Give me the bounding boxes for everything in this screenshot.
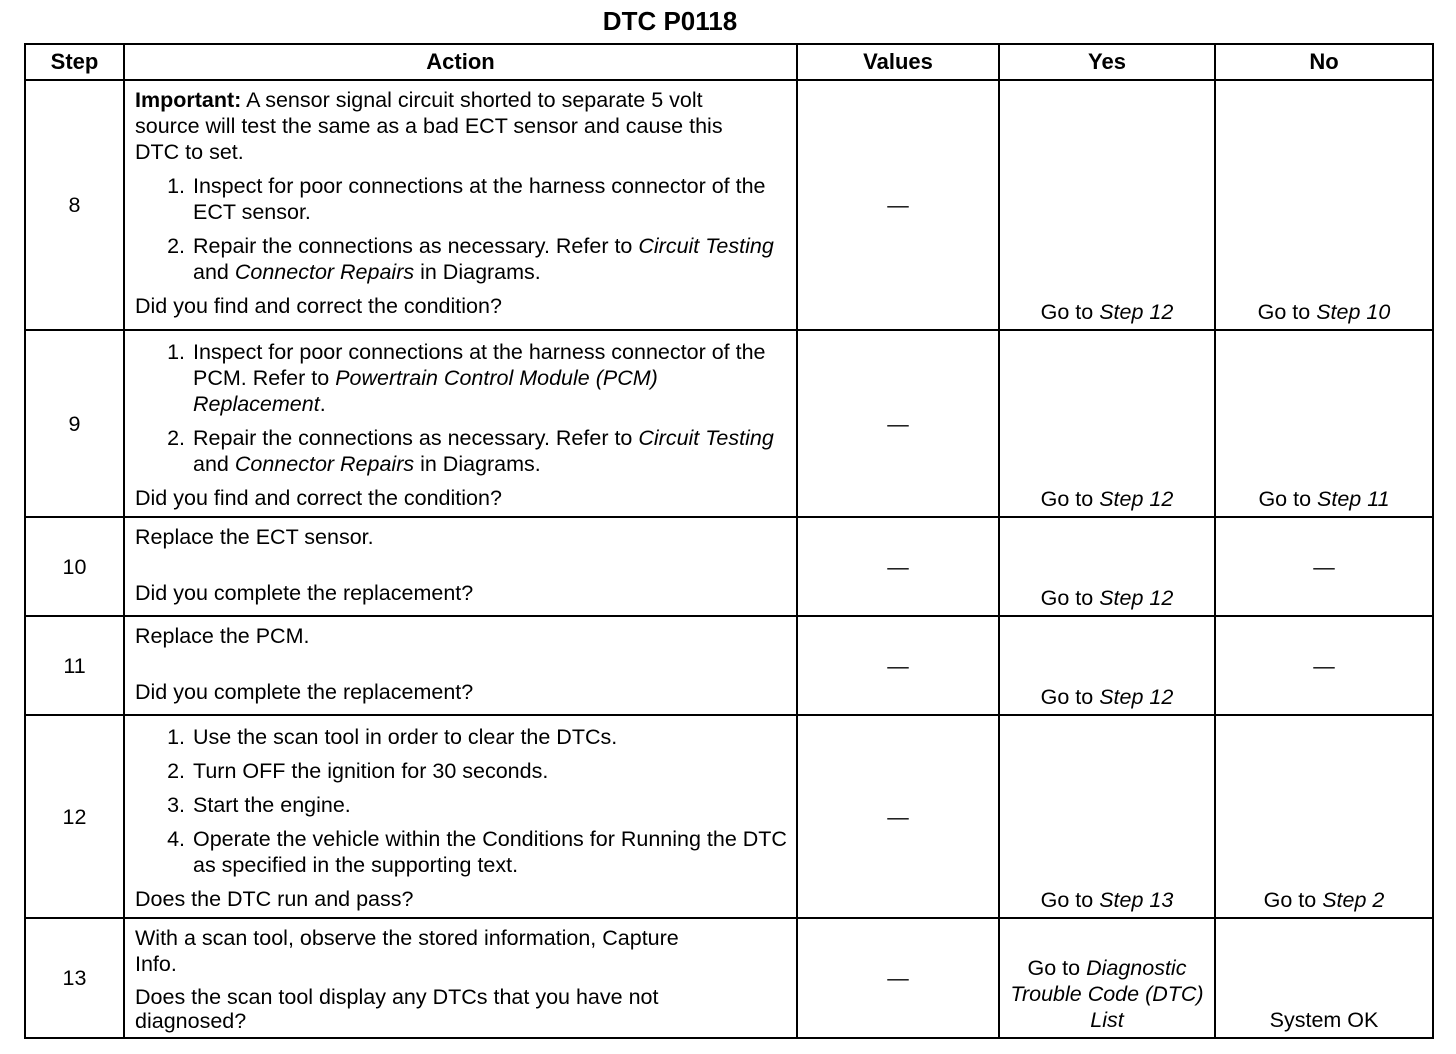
step-link: Step 12: [1099, 300, 1174, 324]
action-text: Replace the ECT sensor.: [135, 525, 374, 549]
header-yes: Yes: [999, 44, 1215, 80]
list-item: 2. Repair the connections as necessary. Refer to Circuit Testing and Connector Repairs in Diagrams.: [191, 233, 788, 285]
action-cell: [124, 616, 797, 715]
header-values: Values: [797, 44, 999, 80]
action-cell: [124, 715, 797, 918]
step-number: 8: [25, 80, 124, 330]
yes-cell: Go to Diagnostic Trouble Code (DTC) List: [999, 918, 1215, 1038]
step-link: Step 12: [1099, 586, 1174, 610]
header-no: No: [1215, 44, 1433, 80]
yes-cell: Go to Step 13: [999, 715, 1215, 918]
header-step: Step: [25, 44, 124, 80]
action-text: Replace the PCM.: [135, 624, 310, 648]
yes-cell: Go to Step 12: [999, 616, 1215, 715]
step-link: Step 2: [1322, 888, 1385, 912]
action-cell: [124, 517, 797, 616]
step-link: Step 10: [1316, 300, 1391, 324]
list-item: 1. Inspect for poor connections at the harness connector of the PCM. Refer to Powertrain Control Module (PCM) Replacement.: [191, 339, 788, 417]
no-cell: Go to Step 11: [1215, 330, 1433, 517]
step-link: Step 12: [1099, 685, 1174, 709]
question: Did you find and correct the condition?: [135, 486, 502, 510]
dtc-table: [24, 43, 1434, 1039]
list-item: 1. Inspect for poor connections at the harness connector of the ECT sensor.: [191, 173, 788, 225]
values-cell: —: [797, 517, 999, 616]
table-row-step-9: [25, 330, 1433, 517]
table-row-step-12: [25, 715, 1433, 918]
table-row-step-8: [25, 80, 1433, 330]
list-item: 2. Turn OFF the ignition for 30 seconds.: [191, 758, 788, 784]
step-link: Step 13: [1099, 888, 1174, 912]
question: Does the DTC run and pass?: [135, 887, 414, 911]
table-row-step-11: [25, 616, 1433, 715]
table-row-step-13: [25, 918, 1433, 1038]
no-cell: Go to Step 10: [1215, 80, 1433, 330]
yes-cell: Go to Step 12: [999, 330, 1215, 517]
step-number: 10: [25, 517, 124, 616]
values-cell: —: [797, 616, 999, 715]
step-number: 12: [25, 715, 124, 918]
step-link: Diagnostic Trouble Code (DTC) List: [1010, 956, 1204, 1032]
question: Did you complete the replacement?: [135, 680, 474, 704]
question: Does the scan tool display any DTCs that you have not diagnosed?: [135, 985, 659, 1033]
yes-cell: Go to Step 12: [999, 517, 1215, 616]
list-item: 4. Operate the vehicle within the Conditions for Running the DTC as specified in the supporting text.: [191, 826, 788, 878]
no-cell: —: [1215, 517, 1433, 616]
page-title: DTC P0118: [602, 6, 738, 36]
values-cell: —: [797, 918, 999, 1038]
values-cell: —: [797, 330, 999, 517]
no-cell: System OK: [1215, 918, 1433, 1038]
values-cell: —: [797, 80, 999, 330]
table-row-step-10: [25, 517, 1433, 616]
values-cell: —: [797, 715, 999, 918]
step-link: Step 11: [1317, 487, 1390, 511]
step-link: Step 12: [1099, 487, 1174, 511]
list-item: 1. Use the scan tool in order to clear the DTCs.: [191, 724, 788, 750]
important-text: A sensor signal circuit shorted to separate 5 volt source will test the same as a bad ECT sensor and cause this DTC to set.: [135, 88, 723, 164]
step-number: 13: [25, 918, 124, 1038]
step-number: 11: [25, 616, 124, 715]
yes-cell: Go to Step 12: [999, 80, 1215, 330]
header-action: Action: [124, 44, 797, 80]
action-cell: [124, 918, 797, 1038]
list-item: 3. Start the engine.: [191, 792, 788, 818]
important-label: Important:: [135, 88, 242, 112]
no-cell: Go to Step 2: [1215, 715, 1433, 918]
step-number: 9: [25, 330, 124, 517]
question: Did you find and correct the condition?: [135, 294, 502, 318]
no-cell: —: [1215, 616, 1433, 715]
question: Did you complete the replacement?: [135, 581, 474, 605]
action-cell: [124, 330, 797, 517]
action-text: With a scan tool, observe the stored information, Capture Info.: [135, 926, 679, 976]
list-item: 2. Repair the connections as necessary. Refer to Circuit Testing and Connector Repairs in Diagrams.: [191, 425, 788, 477]
action-cell: [124, 80, 797, 330]
header-row: [25, 44, 1433, 80]
